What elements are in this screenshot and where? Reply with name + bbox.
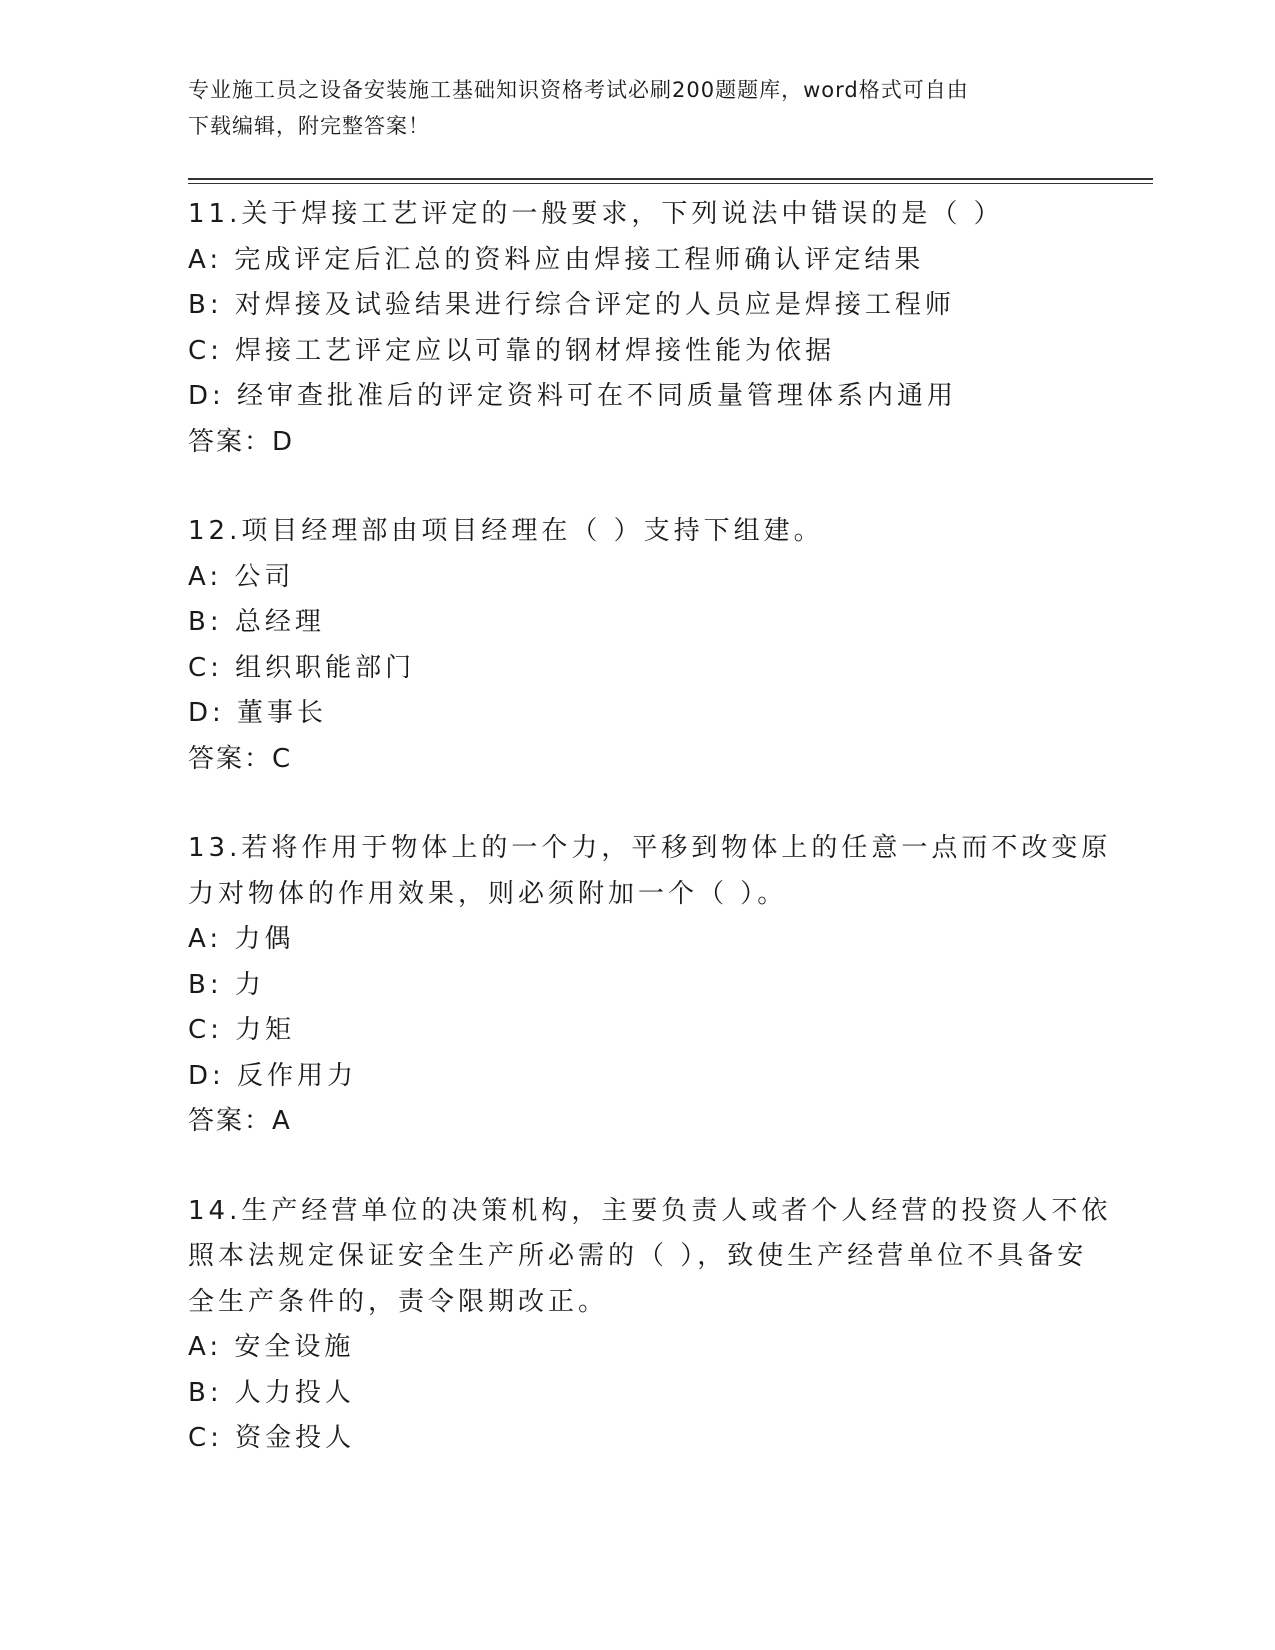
option-a: A: 完成评定后汇总的资料应由焊接工程师确认评定结果 — [188, 244, 925, 275]
option-c: C: 组织职能部门 — [188, 652, 416, 683]
question-stem: 14.生产经营单位的决策机构，主要负责人或者个人经营的投资人不依 — [188, 1195, 1112, 1226]
header-line: 下载编辑，附完整答案！ — [188, 114, 430, 138]
option-d: D: 董事长 — [188, 698, 328, 728]
question-stem: 力对物体的作用效果，则必须附加一个（ ）。 — [188, 878, 788, 909]
question-stem: 照本法规定保证安全生产所必需的（ ），致使生产经营单位不具备安 — [188, 1241, 1088, 1271]
header-line: 专业施工员之设备安装施工基础知识资格考试必刷200题题库，word格式可自由 — [188, 78, 969, 102]
question-11 — [188, 192, 1088, 465]
option-a: A: 公司 — [188, 561, 295, 592]
option-d: D: 经审查批准后的评定资料可在不同质量管理体系内通用 — [188, 381, 958, 411]
answer: 答案：A — [188, 1106, 292, 1136]
answer: 答案：D — [188, 426, 295, 457]
question-stem: 12.项目经理部由项目经理在（ ）支持下组建。 — [188, 516, 824, 546]
document-header — [188, 72, 1068, 144]
question-13 — [188, 826, 1112, 1145]
option-b: B: 总经理 — [188, 607, 325, 637]
option-b: B: 人力投人 — [188, 1377, 355, 1408]
header-rule-thick — [188, 178, 1153, 180]
option-c: C: 资金投人 — [188, 1423, 356, 1453]
option-d: D: 反作用力 — [188, 1060, 358, 1091]
option-a: A: 力偶 — [188, 924, 295, 954]
question-stem: 11.关于焊接工艺评定的一般要求，下列说法中错误的是（ ） — [188, 199, 1004, 229]
question-stem: 全生产条件的，责令限期改正。 — [188, 1286, 609, 1317]
question-12 — [188, 509, 1088, 782]
option-b: B: 对焊接及试验结果进行综合评定的人员应是焊接工程师 — [188, 290, 955, 320]
question-stem: 13.若将作用于物体上的一个力，平移到物体上的任意一点而不改变原 — [188, 833, 1112, 863]
option-a: A: 安全设施 — [188, 1332, 355, 1362]
option-c: C: 焊接工艺评定应以可靠的钢材焊接性能为依据 — [188, 335, 836, 366]
option-b: B: 力 — [188, 969, 265, 1000]
header-rule-thin — [188, 183, 1153, 184]
option-c: C: 力矩 — [188, 1015, 296, 1045]
question-14 — [188, 1189, 1112, 1462]
answer: 答案：C — [188, 743, 293, 774]
question-list — [188, 192, 1112, 1506]
